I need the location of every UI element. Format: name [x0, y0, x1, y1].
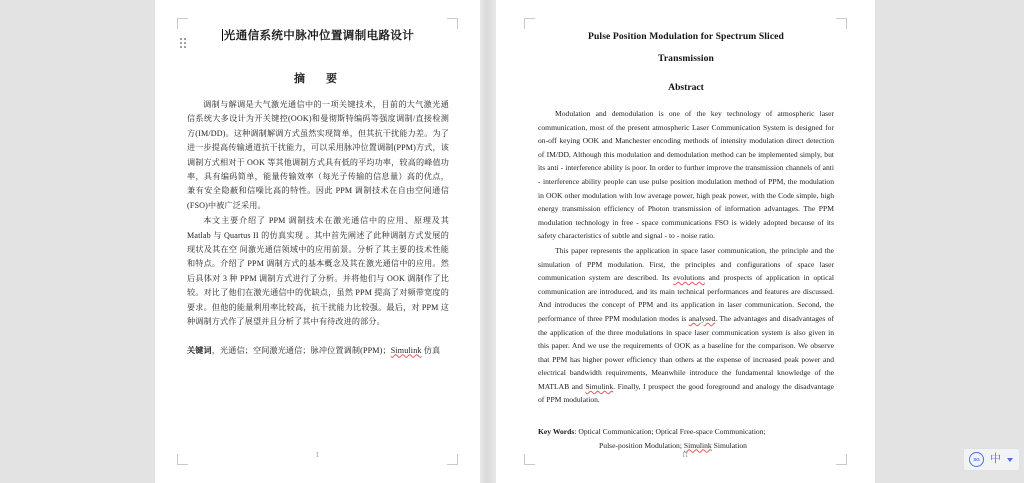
dot — [180, 38, 182, 40]
page-title-english-line1: Pulse Position Modulation for Spectrum Sliced — [588, 31, 784, 42]
document-page-left[interactable] — [155, 0, 480, 483]
ime-language-mode-button[interactable]: 中 — [990, 453, 1001, 465]
paragraph-drag-handle-icon[interactable] — [180, 38, 189, 48]
keywords-line2: Pulse-position Modulation; Simulink Simulation — [599, 440, 747, 450]
page-title-english[interactable] — [538, 26, 834, 70]
dot — [184, 46, 186, 48]
right-page-content[interactable] — [538, 26, 834, 452]
page-number-right: II — [682, 450, 689, 459]
page-title-chinese[interactable] — [187, 28, 449, 44]
ime-logo-icon[interactable]: SG — [969, 452, 984, 467]
abstract-paragraph[interactable]: This paper represents the application in space laser communication, the principle and the simulation of PPM modulation. First, the principles and configurations of space laser communication system are described. Its evolutions and prospects of application in optical communication are introduced, and its main technical performances and features are discussed. And introduces the concept of PPM and its application in laser communication. Second, the performance of three PPM modulation modes is analysed. The advantages and disadvantages of the application of the three modulations in space laser communication system is also given in this paper. And we use the requirements of OOK as a baseline for the comparison. We observe that PPM has higher power efficiency than others at the expense of increased peak power and electrical bandwidth requirements, Meanwhile introduce the fundamental knowledge of the MATLAB and Simulink. Finally, I prospect the good foreground and analogy the disadvantage of PPM modulation. — [538, 245, 834, 405]
keywords-label-english: Key Words — [538, 427, 575, 437]
abstract-paragraph[interactable]: Modulation and demodulation is one of the key technology of atmospheric laser communication, most of the present atmospheric Laser Communication System is designed for on-off keying OOK and Manchester encoding methods of intensity modulation direct detection of IM/DD, Although this modulation and demodulation method can be implemented simply, but its anti - interference ability is poor. In order to further improve the transmission channels of anti - interference ability people can use pulse position modulation method of PPM, the modulation in OOK other modulation with low average power, high peak power, with the Code simple, high energy transmission efficiency of Photon transmission of information advantages. The PPM modulation technology in free - space communications FSO is widely adopted because of its safety characteristics of subtle and signal - to - noise ratio. — [538, 109, 834, 241]
dot — [180, 42, 182, 44]
abstract-paragraph[interactable]: 本文主要介绍了 PPM 调制技术在激光通信中的应用、原理及其 Matlab 与 Quartus II 的仿真实现 。其中首先阐述了此种调制方式发展的现状及其在空 间激光通信领域中的应用前景。分析了其主要的技术性能和特点。介绍了 PPM 调制方式的基本概念及其在激光通信中的应用。然后具体对 3 种 PPM 调制方式进行了分析。并将他们与 OOK 调制作了比较。对比了他们在激光通信中的优缺点，虽然 PPM 提高了对频带宽度的要求。但他的能量利用率比较高，抗干扰能力比较强。最后，对 PPM 这种调制方式作了展望并且分析了其中有待改进的部分。 — [187, 216, 449, 327]
page-number-left: I — [316, 450, 319, 459]
ime-floating-bar[interactable] — [963, 448, 1020, 471]
dot — [180, 46, 182, 48]
margin-corner-top-right — [836, 18, 847, 29]
page-title-chinese-text: 光通信系统中脉冲位置调制电路设计 — [223, 30, 415, 42]
misspelled-word[interactable]: Simulink — [390, 345, 422, 355]
misspelled-word[interactable]: Simulink — [585, 381, 614, 391]
keywords-line1: : Optical Communication; Optical Free-space Communication; — [574, 427, 766, 437]
misspelled-word[interactable]: evolutions — [673, 273, 705, 283]
abstract-heading-chinese: 摘 要 — [294, 73, 342, 85]
dot — [184, 38, 186, 40]
keywords-chinese[interactable] — [187, 344, 449, 358]
abstract-heading-english: Abstract — [668, 82, 704, 93]
text-cursor — [222, 29, 223, 41]
dot — [184, 42, 186, 44]
page-title-english-line2: Transmission — [658, 53, 714, 64]
left-page-content[interactable] — [187, 28, 449, 358]
keywords-text-chinese: 光通信；空间激光通信；脉冲位置调制(PPM)；Simulink 仿真 — [219, 345, 441, 355]
page-gutter — [480, 0, 496, 483]
misspelled-word[interactable]: Simulink — [683, 440, 712, 450]
keywords-separator: ， — [211, 345, 220, 355]
abstract-paragraph[interactable]: 调制与解调是大气激光通信中的一项关键技术，目前的大气激光通信系统大多设计为开关键控(OOK)和曼彻斯特编码等强度调制/直接检测方(IM/DD)。这种调制解调方式虽然实现简单，但其抗干扰能力差。为了进一步提高传输通道抗干扰能力，可以采用脉冲位置调制(PPM)方式，该调制方式相对于 OOK 等其他调制方式具有低的平均功率，较高的峰值功率，具有编码简单，能量传输效率（每光子传输的信息量）高的优点，兼有安全隐蔽和信噪比高的特性。因此 PPM 调制技术在自由空间通信(FSO)中被广泛采用。 — [187, 100, 449, 210]
margin-corner-top-left — [524, 18, 535, 29]
keywords-english[interactable] — [538, 425, 834, 452]
document-page-right[interactable] — [496, 0, 875, 483]
misspelled-word[interactable]: analysed — [688, 313, 716, 323]
keywords-label-chinese: 关键词 — [187, 345, 212, 355]
chevron-down-icon[interactable] — [1007, 458, 1013, 462]
